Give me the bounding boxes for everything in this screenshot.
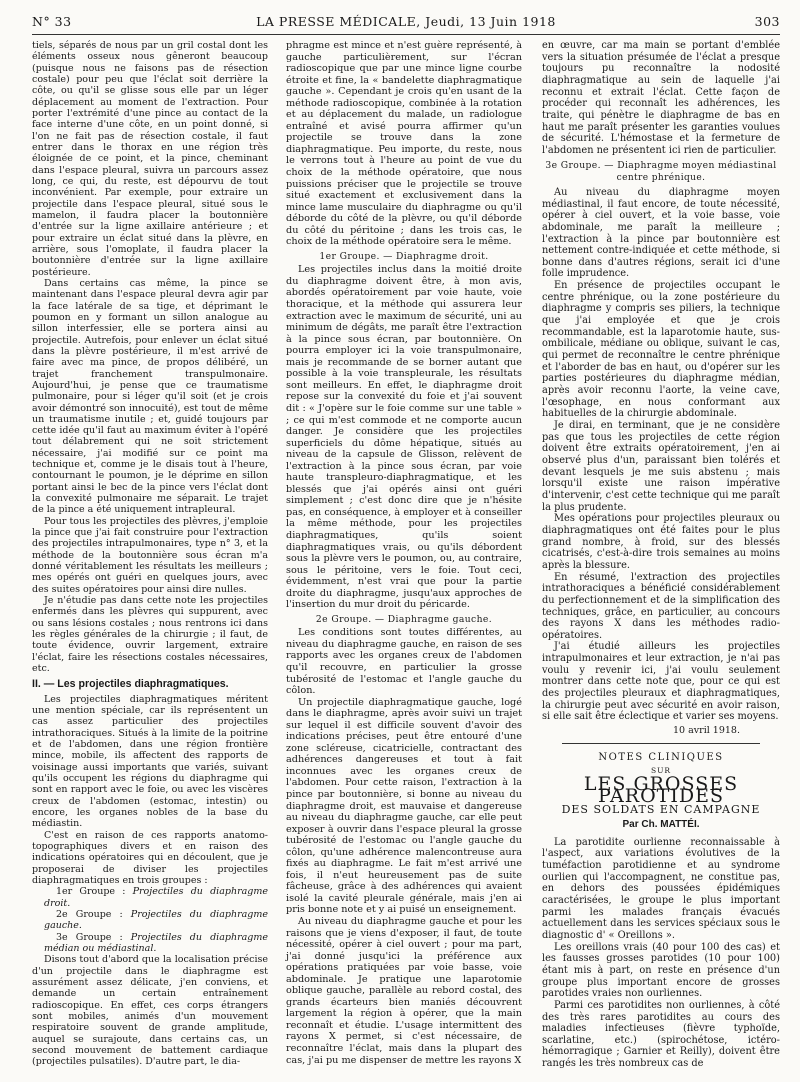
list-item <box>32 932 268 955</box>
header-rule <box>32 34 780 35</box>
paragraph: Les conditions sont toutes différentes, au niveau du diaphragme gauche, en raison de ses rapports avec les organes creux de l'abdomen qu'il recouvre, en particulier la grosse tubérosité de l'estomac et l'angle gauche du côlon. <box>286 627 522 697</box>
paragraph: Disons tout d'abord que la localisation précise d'un projectile dans le diaphragme est assurément assez délicate, j'en conviens, et demande un certain entraînement radioscopique. En effet, ces corps étrangers sont mobiles, animés d'un mouvement respiratoire souvent de grande amplitude, auquel se surajoute, dans certains cas, un second mouvement de battement cardiaque (projectiles pulsatiles). D'autre part, le dia- <box>32 954 268 1068</box>
paragraph: Mes opérations pour projectiles pleuraux ou diaphragmatiques ont été faites pour le plus grand nombre, à froid, sur des blessés cicatrisés, c'est-à-dire trois semaines au moins après la blessure. <box>542 513 780 571</box>
paragraph: C'est en raison de ces rapports anatomo-topographiques divers et en raison des indications opératoires qui en découlent, que je proposerai de diviser les projectiles diaphragmatiques en trois groupes : <box>32 829 268 886</box>
list-label: 3e Groupe : <box>56 931 131 943</box>
column-2 <box>286 40 522 1066</box>
section-heading: II. — Les projectiles diaphragmatiques. <box>32 678 229 691</box>
journal-title: LA PRESSE MÉDICALE, Jeudi, 13 Juin 1918 <box>256 14 556 29</box>
article-separator <box>562 743 760 744</box>
paragraph: Les oreillons vrais (40 pour 100 des cas) et les fausses grosses parotides (10 pour 100) étant mis à part, on reste en présence d'un groupe plus important encore de grosses parotides vraies non ourliennes. <box>542 941 780 1000</box>
paragraph: Un projectile diaphragmatique gauche, logé dans le diaphragme, après avoir suivi un trajet sur lequel il est difficile souvent d'avoir des indications précises, peut être entouré d'une zone scléreuse, cicatricielle, contractant des adhérences dangereuses et tout à fait inconnues avec les organes creux de l'abdomen. Pour cette raison, l'extraction à la pince par boutonnière, si bonne au niveau du diaphragme droit, est mauvaise et dangereuse au niveau du diaphragme gauche, car elle peut exposer à ouvrir dans l'espace pleural la grosse tubérosité de l'estomac ou l'angle gauche du côlon, qu'une adhérence malencontreuse aura fixés au diaphragme. Le fait m'est arrivé une fois, il n'eut heureusement pas de suite fâcheuse, grâce à des adhérences qui avaient isolé la cavité pleurale générale, mais j'en ai pris bonne note et y ai puisé un enseignement. <box>286 696 522 916</box>
group-subheading: centre phrénique. <box>616 173 706 184</box>
paragraph: Les projectiles inclus dans la moitié droite du diaphragme doivent être, à mon avis, abordés opératoirement par voie haute, voie thoracique, et la méthode qui assurera leur extraction avec le maximum de sécurité, uni au minimum de dégâts, me paraît être l'extraction à la pince sous écran, par boutonnière. On pourra employer ici la voie transpulmonaire, mais je recommande de se borner autant que possible à la voie transpleurale, les résultats sont meilleurs. En effet, le diaphragme droit repose sur la convexité du foie et j'ai souvent dit : « J'opère sur le foie comme sur une table » ; ce qui m'est commode et ne comporte aucun danger. Je considère que les projectiles superficiels du dôme hépatique, situés au niveau de la capsule de Glisson, relèvent de l'extraction à la pince sous écran, par voie haute transpleuro-diaphragmatique, et les blessés que j'ai opérés ainsi ont guéri simplement ; c'est donc dire que je n'hésite pas, en conséquence, à employer et à conseiller la même méthode, pour les projectiles diaphragmatiques, qu'ils soient diaphragmatiques vrais, ou qu'ils débordent sous la plèvre vers le poumon, ou, au contraire, sous le péritoine, vers le foie. Tout ceci, évidemment, n'est vrai que pour la partie droite du diaphragme, jusqu'aux approches de l'insertion du mur droit du péricarde. <box>286 264 522 611</box>
paragraph: tiels, séparés de nous par un gril costal dont les éléments osseux nous gêneront beaucoup (puisque nous ne faisons pas de résection costale) pour peu que l'éclat soit derrière la côte, ou qu'il se glisse sous elle par un léger déplacement au moment de l'extraction. Pour porter l'extrémité d'une pince au contact de la face interne d'une côte, en un point donné, si l'on ne fait pas de résection costale, il faut entrer dans le thorax en une région très éloignée de ce point, et la pince, cheminant dans l'espace pleural, suivra un parcours assez long, ce qui, du reste, est dépourvu de tout inconvénient. Par exemple, pour extraire un projectile dans l'espace pleural, situé sous le mamelon, il faudra placer la boutonnière d'entrée sur la ligne axillaire antérieure ; et pour extraire un éclat situé dans la plèvre, en arrière, sous l'omoplate, il faudra placer la boutonnière d'entrée sur la ligne axillaire postérieure. <box>32 40 268 278</box>
article-title: LES GROSSES PAROTIDES <box>583 773 739 807</box>
column-3 <box>542 40 780 1070</box>
article-date: 10 avril 1918. <box>673 725 740 737</box>
paragraph: Je dirai, en terminant, que je ne considère pas que tous les projectiles de cette région doivent être extraits opératoirement, j'en ai observé plus d'un, paraissant bien tolérés et devant lesquels je me suis abstenu ; mais lorsqu'il existe une raison impérative d'intervenir, c'est cette technique qui me paraît la plus prudente. <box>542 420 780 513</box>
paragraph: Je n'étudie pas dans cette note les projectiles enfermés dans les plèvres qui suppurent, avec ou sans lésions costales ; nous rentrons ici dans les règles générales de la chirurgie ; il faut, de toute évidence, ouvrir largement, extraire l'éclat, faire les résections costales nécessaires, etc. <box>32 595 268 675</box>
paragraph: En présence de projectiles occupant le centre phrénique, ou la zone postérieure du diaphragme y compris ses piliers, la technique que j'ai employée et que je crois recommandable, est la laparotomie haute, sus-ombilicale, médiane ou oblique, suivant le cas, qui permet de reconnaître le centre phrénique et l'aborder de bas en haut, ou d'opérer sur les parties postérieures du diaphragme médian, après avoir reconnu l'aorte, la veine cave, l'œsophage, en nous conformant aux habituelles de la chirurgie abdominale. <box>542 280 780 420</box>
paragraph: Dans certains cas même, la pince se maintenant dans l'espace pleural devra agir par la face latérale de sa tige, et déprimant le poumon en y formant un sillon analogue au sillon interfessier, elle se portera ainsi au projectile. Autrefois, pour enlever un éclat situé dans la plèvre postérieure, il m'est arrivé de faire avec ma pince, de propos délibéré, un trajet franchement transpulmonaire. Aujourd'hui, je pense que ce traumatisme pulmonaire, pour si léger qu'il soit (et je crois avoir démontré son innocuité), est tout de même un traumatisme inutile ; et, guidé toujours par cette idée qu'il faut au maximum éviter à l'opéré tout délabrement qui ne soit strictement nécessaire, j'ai modifié sur ce point ma technique et, comme je le disais tout à l'heure, contournant le poumon, je le déprime en sillon portant ainsi le bec de la pince vers l'éclat dont la convexité pulmonaire me séparait. Le trajet de la pince a été uniquement intrapleural. <box>32 277 268 516</box>
list-item <box>32 886 268 909</box>
list-text: Projectiles du diaphragme médian ou médiastinal. <box>44 931 268 954</box>
paragraph: phragme est mince et n'est guère représenté, à gauche particulièrement, sur l'écran radioscopique que par une mince ligne courbe étroite et fine, la « bandelette diaphragmatique gauche ». Cependant je crois qu'en usant de la méthode radioscopique, combinée à la rotation et au déplacement du malade, un radiologue entraîné et avisé pourra affirmer qu'un projectile se trouve dans la zone diaphragmatique. Peu importe, du reste, nous le verrons tout à l'heure au point de vue du choix de la méthode opératoire, que nous puissions préciser que le projectile se trouve situé exactement et exclusivement dans la mince lame musculaire du diaphragme ou qu'il déborde du côté de la plèvre, ou qu'il déborde du côté du péritoine ; dans les trois cas, le choix de la méthode opératoire sera le même. <box>286 40 522 248</box>
section-kicker-sur: SUR <box>650 766 672 776</box>
paragraph: Au niveau du diaphragme moyen médiastinal, il faut encore, de toute nécessité, opérer à ciel ouvert, et la voie basse, voie abdominale, me paraît la meilleure ; l'extraction à la pince par boutonnière est nettement contre-indiquée et cette méthode, si bonne dans d'autres régions, serait ici d'une folle imprudence. <box>542 186 780 280</box>
paragraph: En résumé, l'extraction des projectiles intrathoraciques a bénéficié considérablement du perfectionnement et de la simplification des techniques, grâce, en particulier, au concours des rayons X dans les méthodes radio-opératoires. <box>542 571 780 641</box>
issue-number: N° 33 <box>32 14 72 29</box>
list-text: Projectiles du diaphragme gauche. <box>44 908 268 932</box>
paragraph: en œuvre, car ma main se portant d'emblée vers la situation présumée de l'éclat a presque toujours pu reconnaître la nodosité diaphragmatique au sein de laquelle j'ai reconnu et extrait l'éclat. Cette façon de procéder qui reconnaît les adhérences, les traite, qui pénètre le diaphragme de bas en haut me paraît présenter les garanties voulues de sécurité. L'hémostase et la fermeture de l'abdomen ne présentent ici rien de particulier. <box>542 40 780 156</box>
group-heading: 1er Groupe. — Diaphragme droit. <box>319 250 489 262</box>
list-label: 2e Groupe : <box>56 908 131 920</box>
paragraph: Parmi ces parotidites non ourliennes, à côté des très rares parotidites au cours des maladies infectieuses (fièvre typhoïde, scarlatine, etc.) (spirochétose, ictéro-hémorragique ; Garnier et Reilly), doivent être rangés les très nombreux cas de <box>542 999 780 1070</box>
article-subtitle: DES SOLDATS EN CAMPAGNE <box>561 803 761 817</box>
page-header <box>32 14 780 36</box>
group-heading: 2e Groupe. — Diaphragme gauche. <box>315 613 493 625</box>
page-number: 303 <box>754 14 780 29</box>
paragraph: Pour tous les projectiles des plèvres, j'emploie la pince que j'ai fait construire pour l'extraction des projectiles intrapulmonaires, type n° 3, et la méthode de la boutonnière sous écran m'a donné véritablement les résultats les meilleurs ; mes opérés ont guéri en quelques jours, avec des suites opératoires pour ainsi dire nulles. <box>32 515 268 595</box>
list-text: Projectiles du diaphragme droit. <box>44 886 268 909</box>
section-kicker: NOTES CLINIQUES <box>598 751 724 763</box>
list-item <box>32 909 268 932</box>
paragraph: Au niveau du diaphragme gauche et pour les raisons que je viens d'exposer, il faut, de toute nécessité, opérer à ciel ouvert ; pour ma part, j'ai donné jusqu'ici la préférence aux opérations pratiquées par voie basse, voie abdominale. Je pratique une laparotomie oblique gauche, parallèle au rebord costal, des grands écarteurs bien maniés découvrent largement la région à opérer, que la main reconnaît et étudie. L'usage intermittent des rayons X permet, si c'est nécessaire, de reconnaître l'éclat, mais dans la plupart des cas, j'ai pu me dispenser de mettre les rayons X <box>286 916 522 1066</box>
list-label: 1er Groupe : <box>56 886 133 898</box>
article-byline: Par Ch. MATTÉI. <box>622 819 700 830</box>
paragraph: Les projectiles diaphragmatiques méritent une mention spéciale, car ils représentent un cas assez particulier des projectiles intrathoraciques. Situés à la limite de la poitrine et de l'abdomen, dans une région frontière mince, mobile, ils affectent des rapports de voisinage aussi importants que variés, suivant qu'ils occupent les régions du diaphragme qui sont en rapport avec le foie, ou avec les viscères creux de l'abdomen (estomac, intestin) ou encore, les organes nobles de la base du médiastin. <box>32 693 268 830</box>
group-heading: 3e Groupe. — Diaphragme moyen médiastinal <box>545 159 777 171</box>
paragraph: J'ai étudié ailleurs les projectiles intrapulmonaires et leur extraction, je n'ai pas voulu y revenir ici, j'ai voulu seulement montrer dans cette note que, pour ce qui est des projectiles pleuraux et diaphragmatiques, la chirurgie peut avec sécurité en avoir raison, si elle sait être éclectique et varier ses moyens. <box>542 641 780 723</box>
paragraph: La parotidite ourlienne reconnaissable à l'aspect, aux variations évolutives de la tuméfaction parotidienne et au syndrome ourlien qui l'accompagnent, ne constitue pas, en dehors des poussées épidémiques caractérisées, le groupe le plus important parmi les malades français évacués actuellement dans les services spéciaux sous le diagnostic d' « Oreillons ». <box>542 836 780 941</box>
column-1 <box>32 40 268 1068</box>
